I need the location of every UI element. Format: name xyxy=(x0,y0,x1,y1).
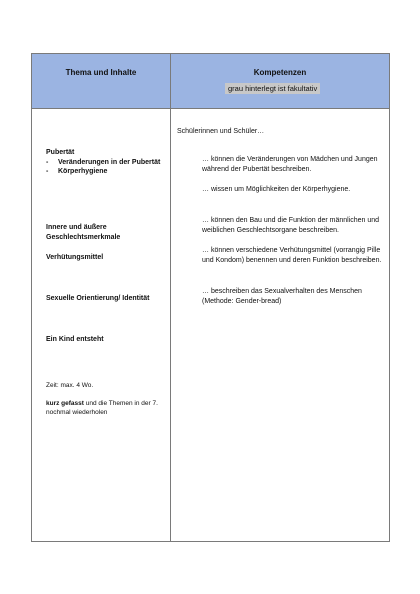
topic-geschlechtsmerkmale: Innere und äußere Geschlechtsmerkmale xyxy=(46,224,121,241)
bullet-marker: - xyxy=(46,158,49,166)
list-item xyxy=(46,158,164,168)
summary-rest: und die Themen in der 7. nochmal wiederholen xyxy=(46,400,158,416)
bullet-text: Körperhygiene xyxy=(58,168,108,175)
topic-pubertaet-title: Pubertät xyxy=(46,149,75,156)
curriculum-table xyxy=(31,53,390,542)
header-competencies: Kompetenzen xyxy=(253,68,307,77)
competency-5: … beschreiben das Sexualverhalten des Menschen (Methode: Gender-bread) xyxy=(202,288,362,305)
bullet-text: Veränderungen in der Pubertät xyxy=(58,158,161,166)
summary-bold: kurz gefasst xyxy=(46,400,84,407)
competency-intro: Schülerinnen und Schüler… xyxy=(177,128,265,135)
competency-3: … können den Bau und die Funktion der männlichen und weiblichen Geschlechtsorgane beschreiben. xyxy=(202,217,380,234)
column-divider xyxy=(170,54,171,541)
topic-orientierung: Sexuelle Orientierung/ Identität xyxy=(46,295,150,302)
bullet-marker: - xyxy=(46,168,49,175)
topic-verhuetung: Verhütungsmittel xyxy=(46,254,104,261)
competency-4: … können verschiedene Verhütungsmittel (vorrangig Pille und Kondom) benennen und deren Funktion beschreiben. xyxy=(202,247,382,264)
competency-2: … wissen um Möglichkeiten der Körperhygiene. xyxy=(202,186,351,193)
topic-kind: Ein Kind entsteht xyxy=(46,336,104,343)
header-topics: Thema und Inhalte xyxy=(65,68,137,77)
list-item xyxy=(46,167,164,177)
table-header xyxy=(32,54,389,109)
topic-pubertaet xyxy=(46,148,164,177)
time-note: Zeit: max. 4 Wo. xyxy=(46,382,94,389)
competency-1: … können die Veränderungen von Mädchen und Jungen während der Pubertät beschreiben. xyxy=(202,156,378,173)
summary-note xyxy=(46,400,164,417)
optional-note: grau hinterlegt ist fakultativ xyxy=(225,83,320,94)
